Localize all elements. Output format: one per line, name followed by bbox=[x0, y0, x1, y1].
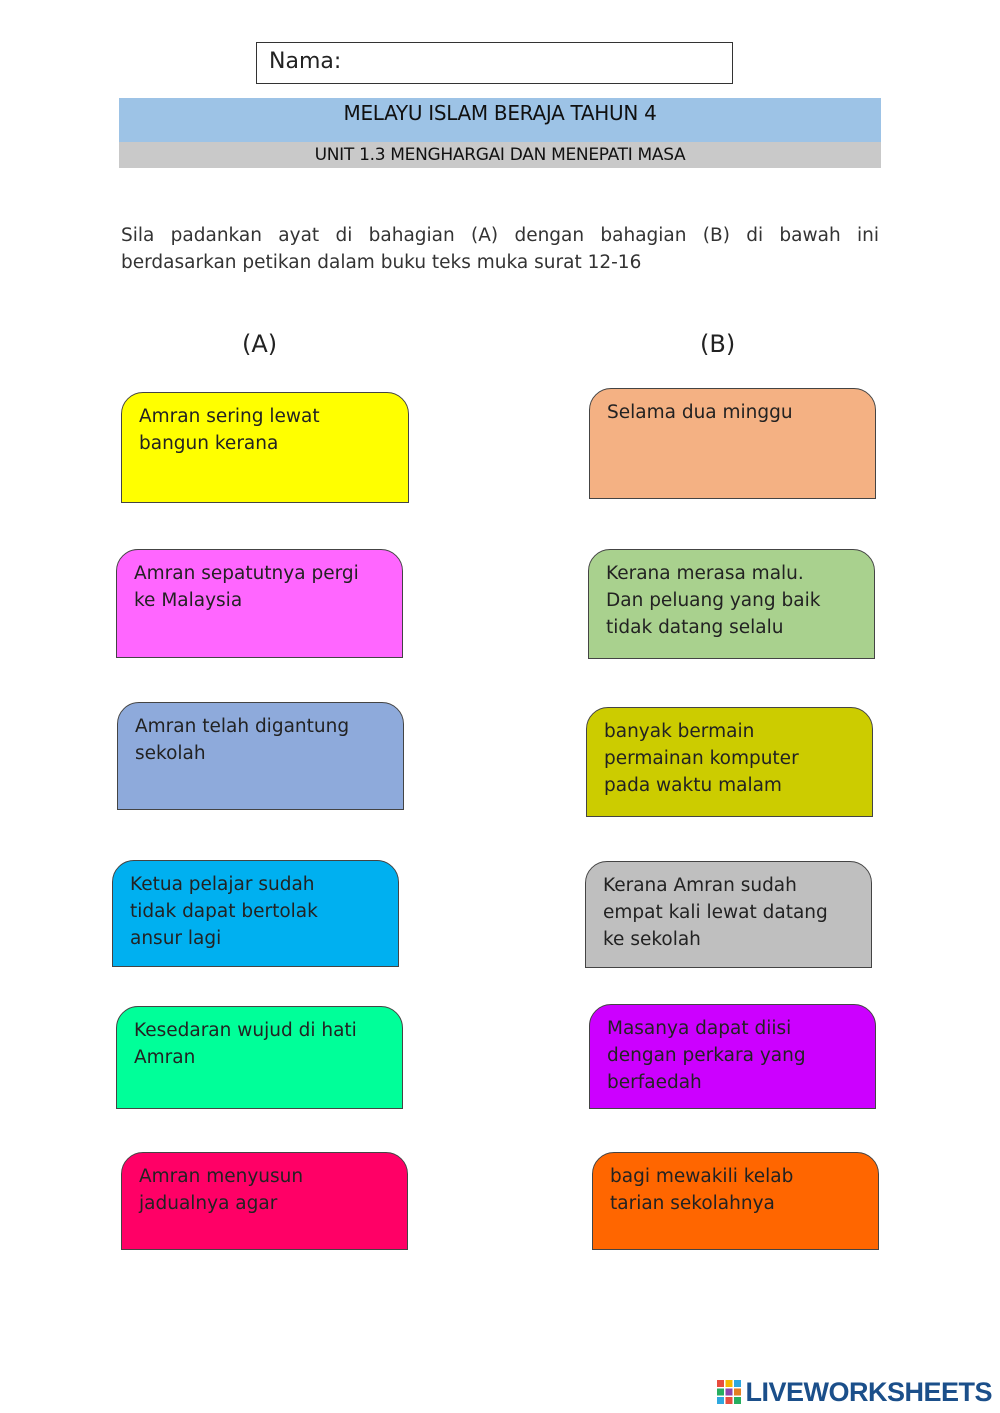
card-text-line: bagi mewakili kelab bbox=[610, 1166, 794, 1187]
card-text-line: Amran menyusun bbox=[139, 1166, 304, 1187]
card-text-line: ke Malaysia bbox=[134, 590, 243, 611]
card-text-line: ke sekolah bbox=[603, 929, 701, 950]
card-text-line: bangun kerana bbox=[139, 433, 279, 454]
match-card-b-6[interactable] bbox=[592, 1152, 879, 1250]
card-text-line: banyak bermain bbox=[604, 721, 755, 742]
match-card-a-2[interactable] bbox=[116, 549, 403, 658]
liveworksheets-logo bbox=[717, 1377, 992, 1407]
card-text-line: empat kali lewat datang bbox=[603, 902, 828, 923]
card-text-line: Ketua pelajar sudah bbox=[130, 874, 315, 895]
column-b-heading: (B) bbox=[700, 330, 736, 358]
card-text-line: Dan peluang yang baik bbox=[606, 590, 821, 611]
match-card-b-3[interactable] bbox=[586, 707, 873, 817]
card-text-line: Kesedaran wujud di hati bbox=[134, 1020, 357, 1041]
match-card-a-3[interactable] bbox=[117, 702, 404, 810]
card-text-line: Kerana merasa malu. bbox=[606, 563, 804, 584]
card-text-line: Selama dua minggu bbox=[607, 402, 793, 423]
match-card-a-1[interactable] bbox=[121, 392, 409, 503]
name-label: Nama: bbox=[269, 49, 342, 74]
card-text-line: dengan perkara yang bbox=[607, 1045, 806, 1066]
card-text-line: Kerana Amran sudah bbox=[603, 875, 797, 896]
card-text-line: pada waktu malam bbox=[604, 775, 782, 796]
card-text-line: Amran bbox=[134, 1047, 196, 1068]
card-text-line: Amran sepatutnya pergi bbox=[134, 563, 359, 584]
card-text-line: sekolah bbox=[135, 743, 206, 764]
card-text-line: berfaedah bbox=[607, 1072, 702, 1093]
name-field[interactable] bbox=[256, 42, 733, 84]
worksheet-subtitle: UNIT 1.3 MENGHARGAI DAN MENEPATI MASA bbox=[119, 142, 881, 168]
match-card-b-5[interactable] bbox=[589, 1004, 876, 1109]
instructions-text: Sila padankan ayat di bahagian (A) dengan bahagian (B) di bawah ini berdasarkan petikan dalam buku teks muka surat 12-16 bbox=[121, 225, 879, 273]
card-text-line: tarian sekolahnya bbox=[610, 1193, 775, 1214]
card-text-line: Masanya dapat diisi bbox=[607, 1018, 792, 1039]
card-text-line: Amran sering lewat bbox=[139, 406, 320, 427]
liveworksheets-brand: LIVEWORKSHEETS bbox=[745, 1376, 992, 1407]
match-card-b-1[interactable] bbox=[589, 388, 876, 499]
match-card-a-5[interactable] bbox=[116, 1006, 403, 1109]
liveworksheets-logo-icon bbox=[717, 1380, 741, 1404]
card-text-line: Amran telah digantung bbox=[135, 716, 350, 737]
match-card-a-6[interactable] bbox=[121, 1152, 408, 1250]
card-text-line: tidak dapat bertolak bbox=[130, 901, 318, 922]
card-text-line: ansur lagi bbox=[130, 928, 222, 949]
match-card-a-4[interactable] bbox=[112, 860, 399, 967]
worksheet-title: MELAYU ISLAM BERAJA TAHUN 4 bbox=[119, 98, 881, 142]
match-card-b-4[interactable] bbox=[585, 861, 872, 968]
card-text-line: tidak datang selalu bbox=[606, 617, 784, 638]
card-text-line: permainan komputer bbox=[604, 748, 799, 769]
column-a-heading: (A) bbox=[242, 330, 278, 358]
match-card-b-2[interactable] bbox=[588, 549, 875, 659]
card-text-line: jadualnya agar bbox=[139, 1193, 278, 1214]
